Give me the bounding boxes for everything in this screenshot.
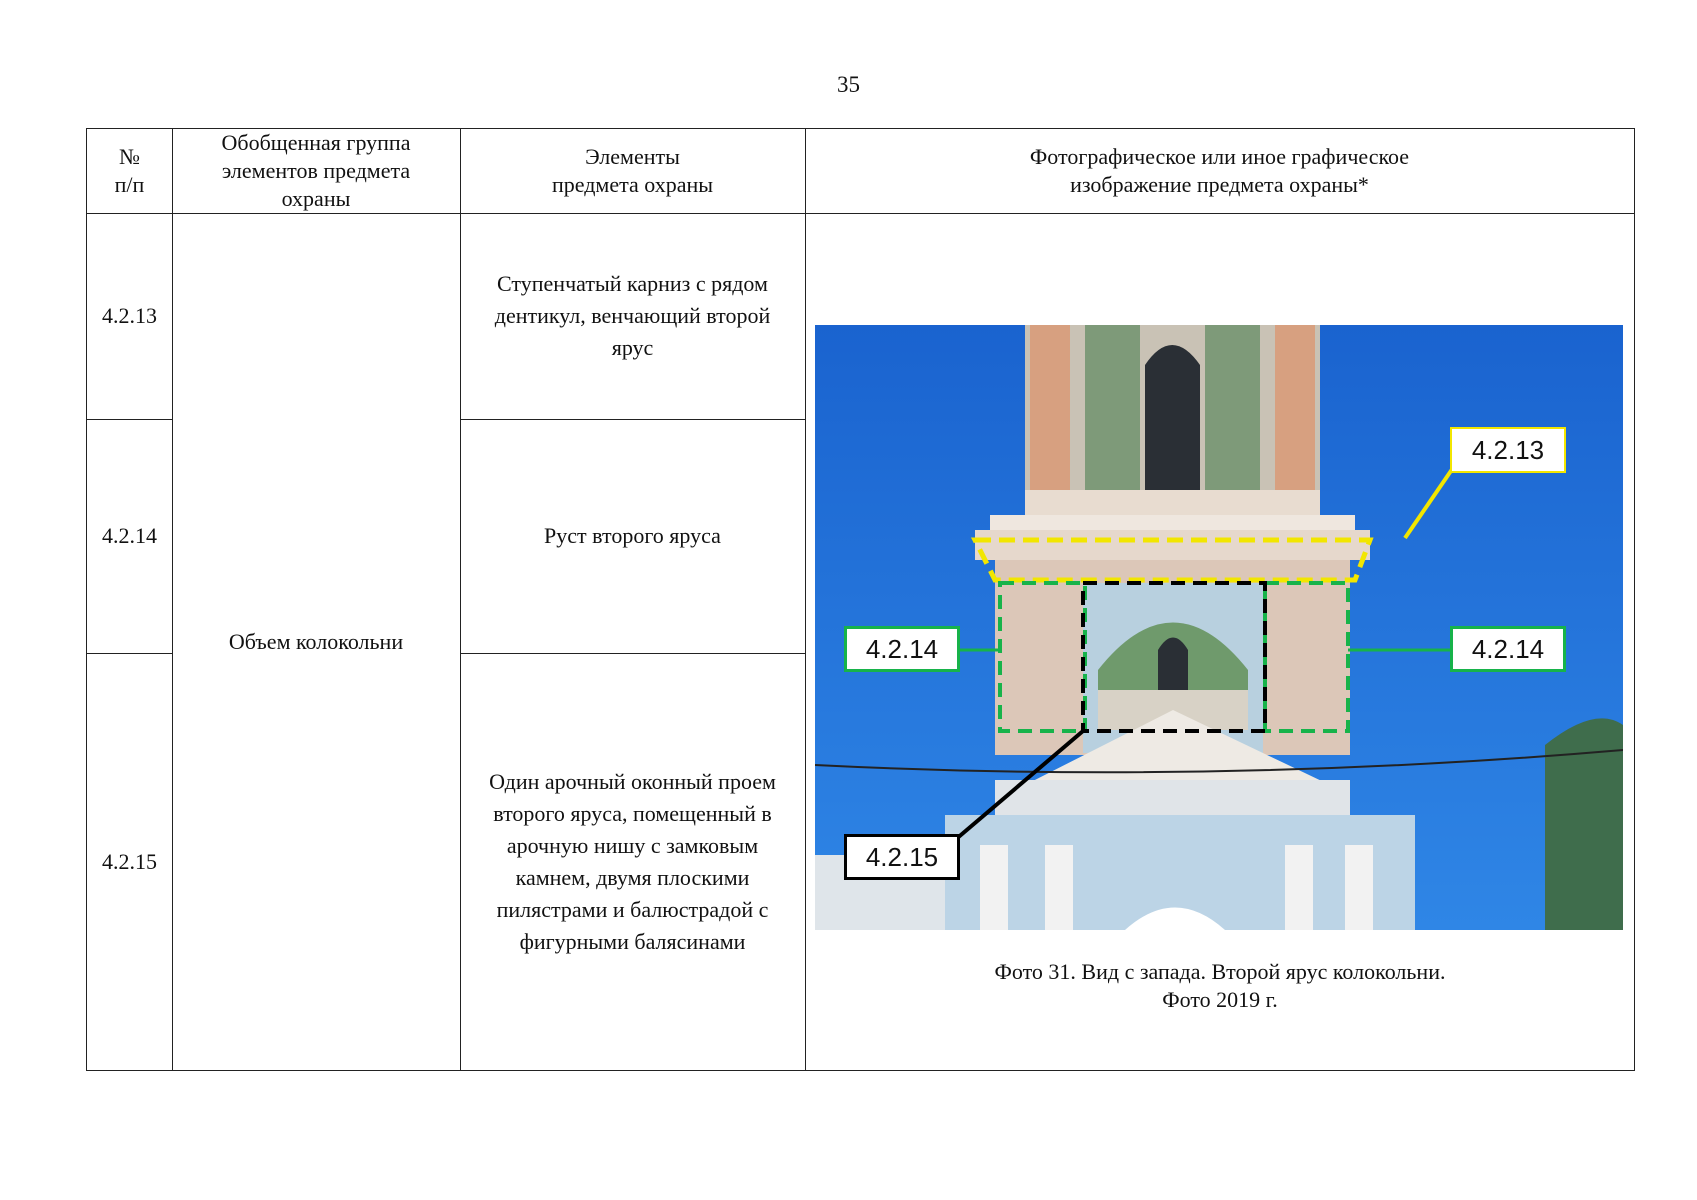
label-4-2-13: 4.2.13	[1450, 427, 1566, 473]
group-cell: Объем колокольни	[228, 628, 404, 654]
page-number: 35	[837, 72, 860, 97]
row-num-4-2-13: 4.2.13	[102, 303, 157, 328]
header-photo: Фотографическое или иное графическое изображение предмета охраны*	[1029, 144, 1410, 197]
header-elements: Элементы предмета охраны	[551, 144, 714, 197]
label-4-2-14-right: 4.2.14	[1450, 626, 1566, 672]
row-num-4-2-15: 4.2.15	[102, 848, 157, 874]
row-element-4-2-15: Один арочный оконный проем второго яруса, помещенный в арочную нишу с замковым камнем, двумя плоскими пилястрами и балюстрадой с фигурными балясинами	[489, 768, 776, 954]
row-element-4-2-14: Руст второго яруса	[544, 523, 721, 548]
caption-line-1: Фото 31. Вид с запада. Второй ярус колокольни.	[994, 959, 1446, 984]
photo-caption	[805, 958, 1635, 1014]
label-4-2-15: 4.2.15	[844, 834, 960, 880]
row-element-4-2-13: Ступенчатый карниз с рядом дентикул, венчающий второй ярус	[494, 271, 771, 360]
header-num: № п/п	[114, 144, 145, 197]
row-num-4-2-14: 4.2.14	[102, 523, 157, 548]
caption-line-2: Фото 2019 г.	[1162, 987, 1278, 1012]
col-divider-3	[805, 129, 806, 1070]
label-4-2-14-left: 4.2.14	[844, 626, 960, 672]
header-group: Обобщенная группа элементов предмета охраны	[221, 130, 411, 211]
